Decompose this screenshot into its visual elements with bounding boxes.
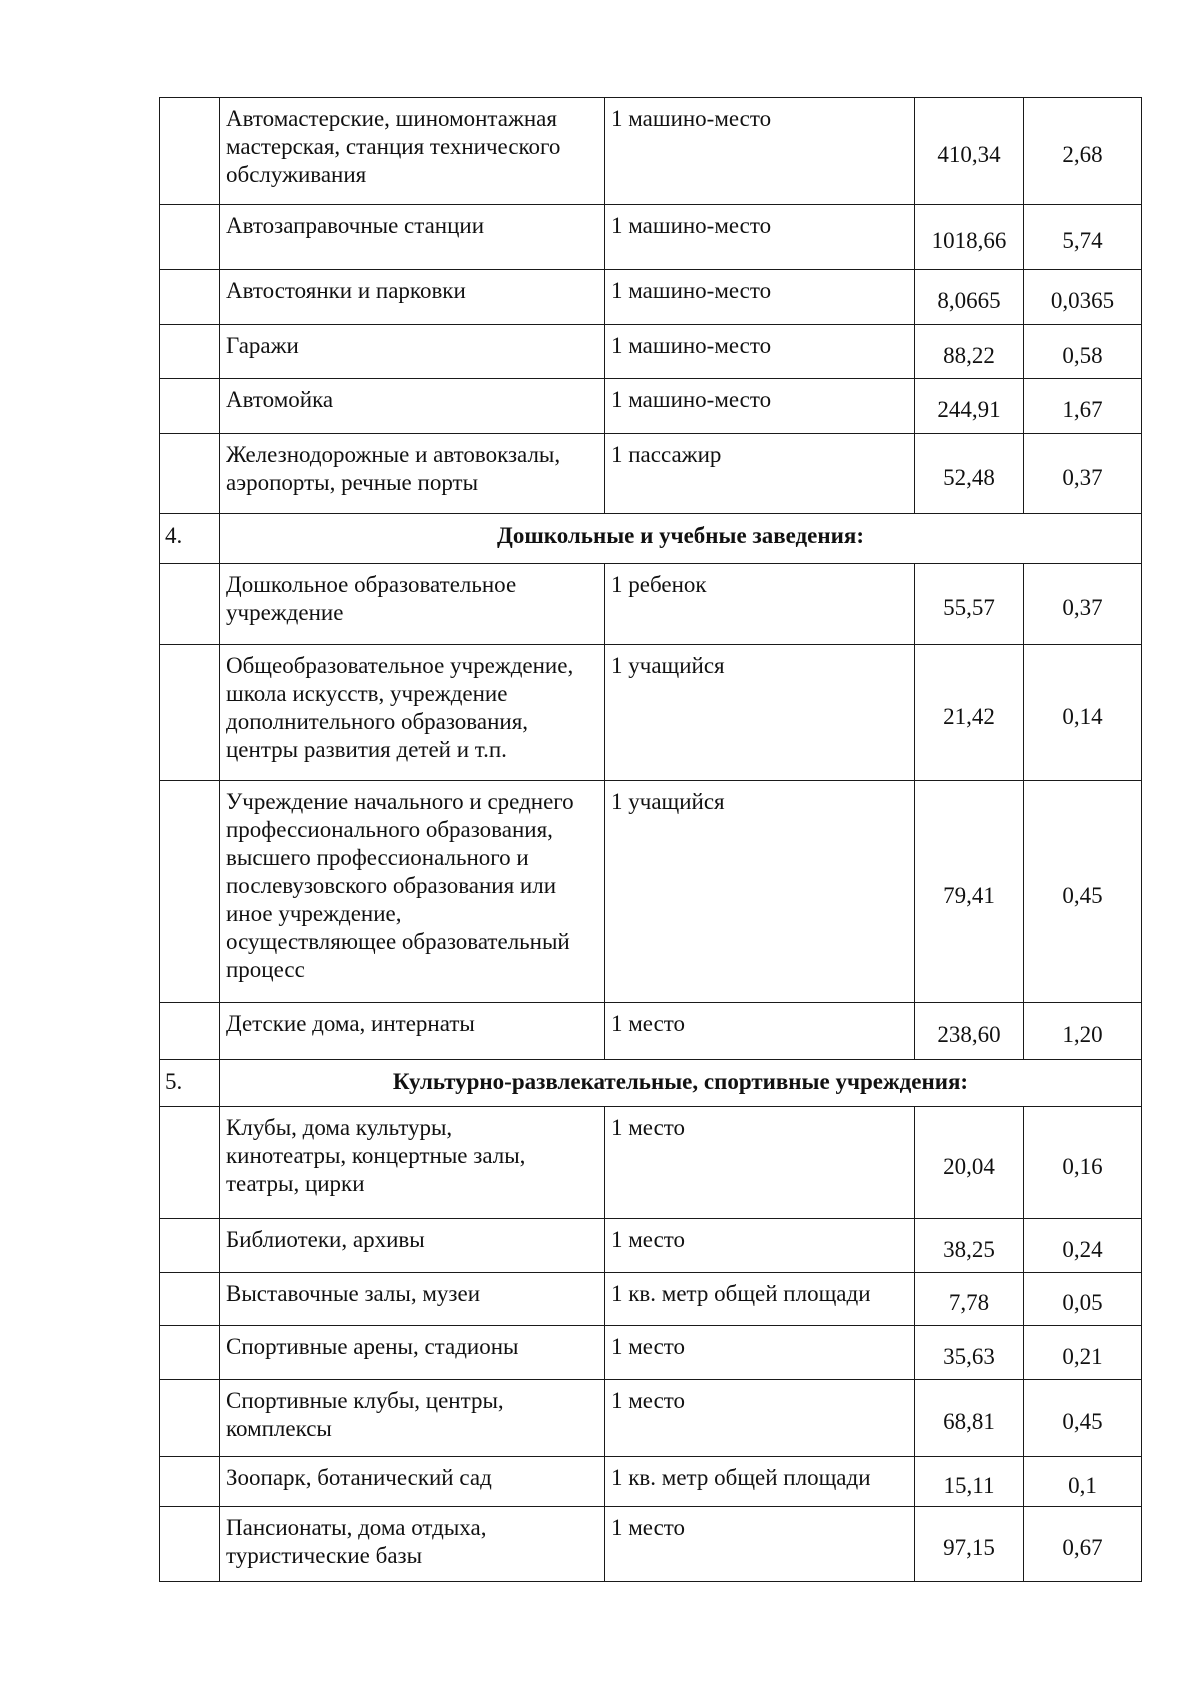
row-number-cell [160, 1107, 220, 1219]
calc-unit-cell: 1 место [605, 1326, 915, 1380]
facility-name-line: иное учреждение, [226, 901, 402, 926]
calc-unit-cell: 1 машино-место [605, 98, 915, 205]
facility-name-line: школа искусств, учреждение [226, 681, 508, 706]
value-2-cell: 0,37 [1024, 564, 1142, 645]
table-row [160, 1107, 1142, 1219]
facility-name-line: Автостоянки и парковки [226, 278, 466, 303]
calc-unit-cell: 1 кв. метр общей площади [605, 1273, 915, 1326]
calc-unit-cell: 1 машино-место [605, 205, 915, 270]
value-1-cell: 244,91 [915, 379, 1024, 434]
row-number-cell [160, 1003, 220, 1060]
facility-name-line: Общеобразовательное учреждение, [226, 653, 574, 678]
table-row [160, 270, 1142, 325]
facility-name-line: Автомойка [226, 387, 334, 412]
table-row [160, 1273, 1142, 1326]
value-2-cell: 0,67 [1024, 1507, 1142, 1582]
facility-name-line: процесс [226, 957, 305, 982]
row-number-cell [160, 1326, 220, 1380]
value-2-cell: 0,16 [1024, 1107, 1142, 1219]
value-1-cell: 88,22 [915, 325, 1024, 379]
value-1-cell: 38,25 [915, 1219, 1024, 1273]
value-1-cell: 8,0665 [915, 270, 1024, 325]
row-number-cell [160, 325, 220, 379]
section-title: Дошкольные и учебные заведения: [220, 514, 1142, 564]
section-number: 5. [160, 1060, 220, 1107]
facility-name-line: Клубы, дома культуры, [226, 1115, 453, 1140]
row-number-cell [160, 645, 220, 781]
value-2-cell: 0,45 [1024, 781, 1142, 1003]
value-2-cell: 0,58 [1024, 325, 1142, 379]
facility-name-line: Детские дома, интернаты [226, 1011, 475, 1036]
calc-unit-cell: 1 место [605, 1107, 915, 1219]
facility-name-cell [220, 1326, 605, 1380]
value-2-cell: 0,0365 [1024, 270, 1142, 325]
calc-unit-cell: 1 машино-место [605, 379, 915, 434]
facility-name-cell [220, 325, 605, 379]
calc-unit-cell: 1 машино-место [605, 325, 915, 379]
row-number-cell [160, 98, 220, 205]
row-number-cell [160, 434, 220, 514]
calc-unit-cell: 1 место [605, 1219, 915, 1273]
facility-name-line: центры развития детей и т.п. [226, 737, 507, 762]
value-2-cell: 0,21 [1024, 1326, 1142, 1380]
facility-name-line: театры, цирки [226, 1171, 365, 1196]
table-row [160, 1380, 1142, 1457]
value-1-cell: 35,63 [915, 1326, 1024, 1380]
value-2-cell: 2,68 [1024, 98, 1142, 205]
value-2-cell: 1,20 [1024, 1003, 1142, 1060]
facility-name-cell [220, 1273, 605, 1326]
facility-name-line: осуществляющее образовательный [226, 929, 570, 954]
row-number-cell [160, 1273, 220, 1326]
facility-name-cell [220, 205, 605, 270]
value-2-cell: 5,74 [1024, 205, 1142, 270]
value-2-cell: 0,1 [1024, 1457, 1142, 1507]
value-1-cell: 21,42 [915, 645, 1024, 781]
calc-unit-cell: 1 ребенок [605, 564, 915, 645]
table-row [160, 1507, 1142, 1582]
facility-name-line: Библиотеки, архивы [226, 1227, 425, 1252]
row-number-cell [160, 781, 220, 1003]
value-1-cell: 97,15 [915, 1507, 1024, 1582]
calc-unit-cell: 1 пассажир [605, 434, 915, 514]
facility-name-line: кинотеатры, концертные залы, [226, 1143, 526, 1168]
value-1-cell: 410,34 [915, 98, 1024, 205]
norms-table [159, 97, 1142, 1582]
facility-name-line: Выставочные залы, музеи [226, 1281, 481, 1306]
facility-name-line: Дошкольное образовательное [226, 572, 517, 597]
facility-name-line: Гаражи [226, 333, 299, 358]
calc-unit-cell: 1 место [605, 1003, 915, 1060]
value-1-cell: 15,11 [915, 1457, 1024, 1507]
row-number-cell [160, 270, 220, 325]
table-row [160, 379, 1142, 434]
facility-name-line: Спортивные арены, стадионы [226, 1334, 519, 1359]
facility-name-line: мастерская, станция технического [226, 134, 561, 159]
facility-name-line: Зоопарк, ботанический сад [226, 1465, 492, 1490]
table-row [160, 98, 1142, 205]
facility-name-line: Спортивные клубы, центры, [226, 1388, 504, 1413]
row-number-cell [160, 1507, 220, 1582]
facility-name-cell [220, 434, 605, 514]
facility-name-cell [220, 98, 605, 205]
facility-name-line: Автозаправочные станции [226, 213, 485, 238]
value-1-cell: 20,04 [915, 1107, 1024, 1219]
value-2-cell: 0,24 [1024, 1219, 1142, 1273]
value-1-cell: 68,81 [915, 1380, 1024, 1457]
facility-name-cell [220, 379, 605, 434]
table-row [160, 325, 1142, 379]
facility-name-line: туристические базы [226, 1543, 423, 1568]
value-1-cell: 79,41 [915, 781, 1024, 1003]
calc-unit-cell: 1 машино-место [605, 270, 915, 325]
table-row [160, 205, 1142, 270]
row-number-cell [160, 1219, 220, 1273]
facility-name-cell [220, 1507, 605, 1582]
row-number-cell [160, 1457, 220, 1507]
facility-name-line: Учреждение начального и среднего [226, 789, 574, 814]
facility-name-cell [220, 1107, 605, 1219]
table-row [160, 564, 1142, 645]
section-number: 4. [160, 514, 220, 564]
table-body [160, 98, 1142, 1582]
table-row [160, 434, 1142, 514]
calc-unit-cell: 1 кв. метр общей площади [605, 1457, 915, 1507]
facility-name-cell [220, 564, 605, 645]
facility-name-cell [220, 645, 605, 781]
facility-name-line: Автомастерские, шиномонтажная [226, 106, 557, 131]
facility-name-cell [220, 1003, 605, 1060]
calc-unit-cell: 1 учащийся [605, 781, 915, 1003]
section-title: Культурно-развлекательные, спортивные учреждения: [220, 1060, 1142, 1107]
section-row [160, 1060, 1142, 1107]
value-2-cell: 0,05 [1024, 1273, 1142, 1326]
calc-unit-cell: 1 учащийся [605, 645, 915, 781]
facility-name-line: учреждение [226, 600, 344, 625]
value-1-cell: 55,57 [915, 564, 1024, 645]
facility-name-line: высшего профессионального и [226, 845, 529, 870]
facility-name-line: аэропорты, речные порты [226, 470, 479, 495]
row-number-cell [160, 205, 220, 270]
facility-name-cell [220, 270, 605, 325]
row-number-cell [160, 379, 220, 434]
value-1-cell: 238,60 [915, 1003, 1024, 1060]
facility-name-cell [220, 1457, 605, 1507]
calc-unit-cell: 1 место [605, 1380, 915, 1457]
table-row [160, 1003, 1142, 1060]
table-row [160, 1219, 1142, 1273]
table-row [160, 1326, 1142, 1380]
table-row [160, 1457, 1142, 1507]
value-2-cell: 0,37 [1024, 434, 1142, 514]
facility-name-line: послевузовского образования или [226, 873, 557, 898]
facility-name-line: комплексы [226, 1416, 332, 1441]
row-number-cell [160, 1380, 220, 1457]
calc-unit-cell: 1 место [605, 1507, 915, 1582]
table-row [160, 781, 1142, 1003]
facility-name-line: профессионального образования, [226, 817, 553, 842]
facility-name-line: Пансионаты, дома отдыха, [226, 1515, 487, 1540]
table-row [160, 645, 1142, 781]
facility-name-line: Железнодорожные и автовокзалы, [226, 442, 561, 467]
facility-name-cell [220, 1380, 605, 1457]
facility-name-line: обслуживания [226, 162, 367, 187]
facility-name-cell [220, 781, 605, 1003]
value-1-cell: 52,48 [915, 434, 1024, 514]
section-row [160, 514, 1142, 564]
value-2-cell: 0,14 [1024, 645, 1142, 781]
value-1-cell: 1018,66 [915, 205, 1024, 270]
facility-name-cell [220, 1219, 605, 1273]
facility-name-line: дополнительного образования, [226, 709, 529, 734]
value-1-cell: 7,78 [915, 1273, 1024, 1326]
value-2-cell: 0,45 [1024, 1380, 1142, 1457]
value-2-cell: 1,67 [1024, 379, 1142, 434]
row-number-cell [160, 564, 220, 645]
